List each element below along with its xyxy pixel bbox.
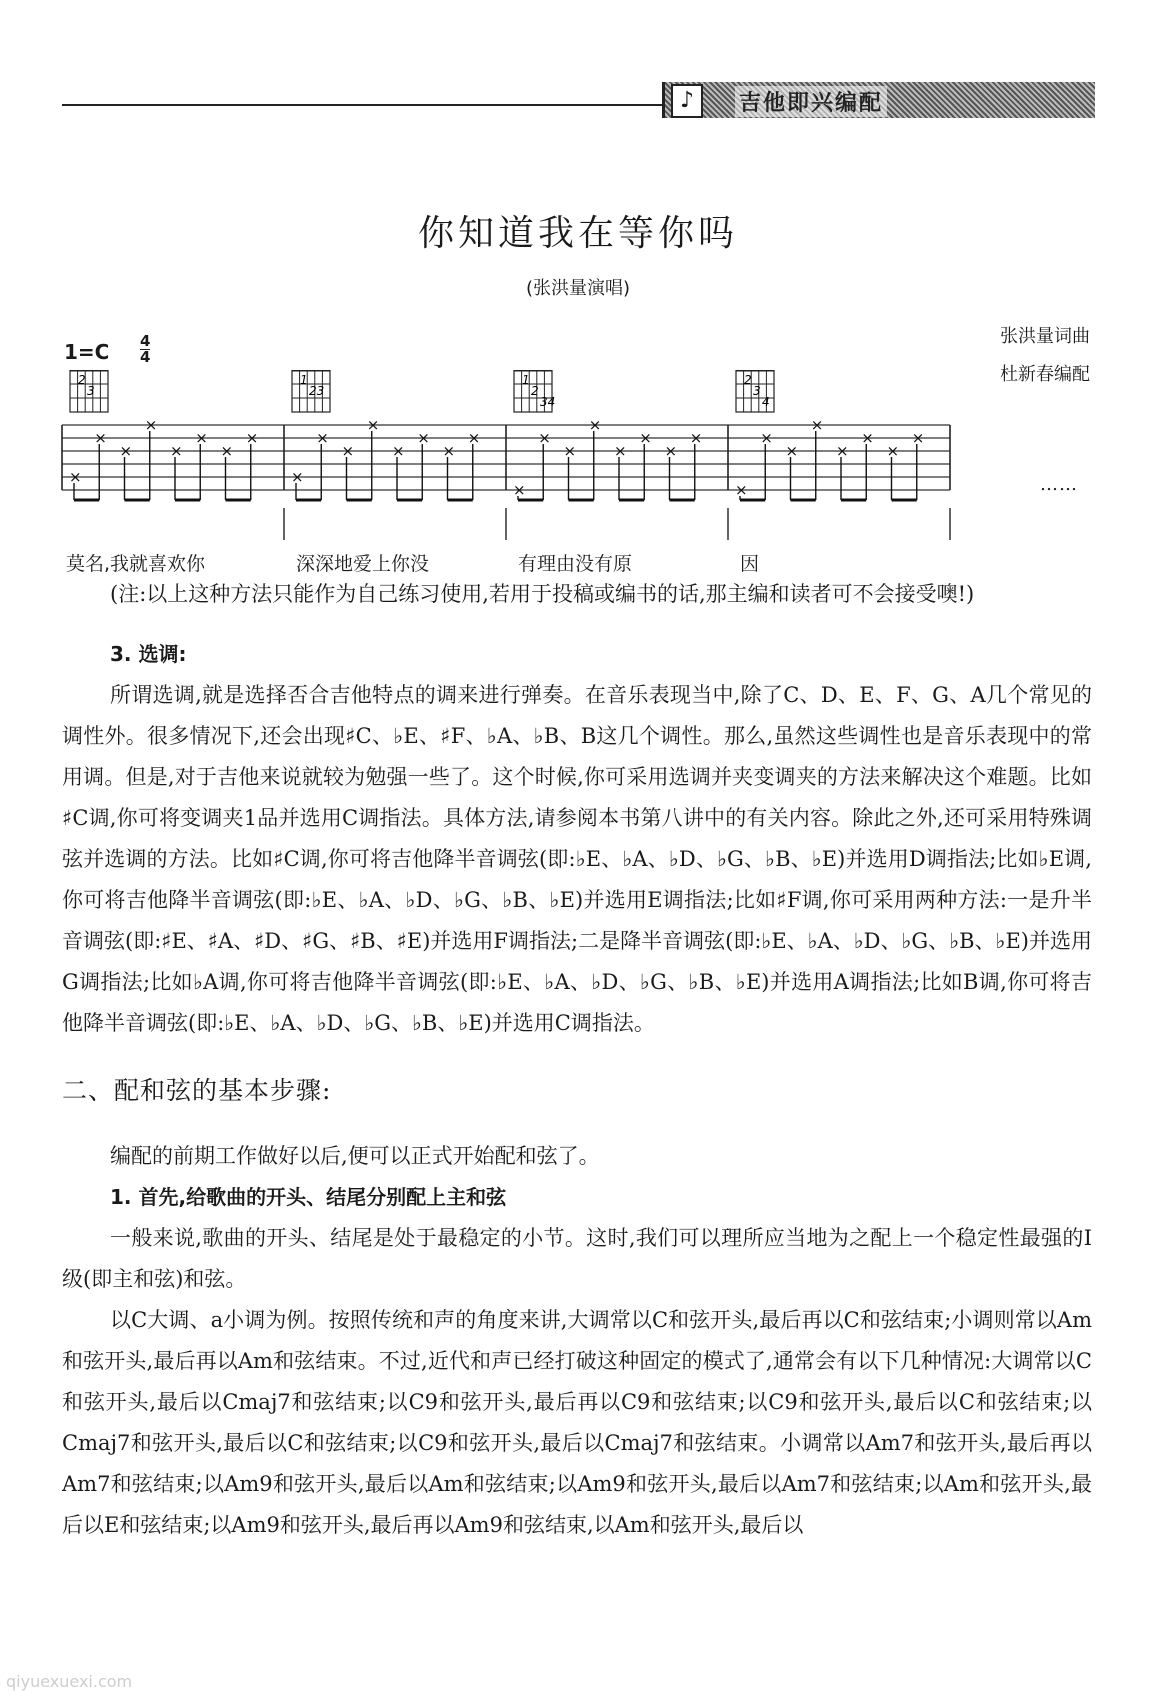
tab-note-x: × bbox=[245, 429, 259, 447]
tab-note-x: × bbox=[861, 429, 874, 447]
tab-note-x: × bbox=[170, 442, 183, 460]
time-signature bbox=[140, 334, 150, 365]
tab-note-x: × bbox=[291, 468, 304, 486]
credit-arrange: 杜新春编配 bbox=[1000, 364, 1090, 385]
chord-finger-number: 34 bbox=[540, 395, 556, 409]
section3-block bbox=[62, 634, 1092, 1044]
section-two-intro: 编配的前期工作做好以后,便可以正式开始配和弦了。 bbox=[110, 1144, 600, 1168]
section3-heading: 3. 选调: bbox=[110, 642, 187, 666]
tab-note-x: × bbox=[94, 429, 107, 447]
section-two-body bbox=[62, 1136, 1092, 1546]
tab-note-x: × bbox=[69, 468, 82, 486]
tab-note-x: × bbox=[417, 429, 430, 447]
tab-note-x: × bbox=[886, 442, 900, 460]
tab-score bbox=[0, 370, 1156, 545]
tab-note-x: × bbox=[513, 481, 526, 499]
step1-paragraph-2: 以C大调、a小调为例。按照传统和声的角度来讲,大调常以C和弦开头,最后再以C和弦结束;小调则常以Am和弦开头,最后再以Am和弦结束。不过,近代和声已经打破这种固定的模式了,通常会有以下几种情况:大调常以C和弦开头,最后以Cmaj7和弦结束;以C9和弦开头,最后再以C9和弦结束;以C9和弦开头,最后以C和弦结束;以Cmaj7和弦开头,最后以C和弦结束;以C9和弦开头,最后以Cmaj7和弦结束。小调常以Am7和弦开头,最后再以Am7和弦结束;以Am9和弦开头,最后以Am和弦结束;以Am9和弦开头,最后以Am7和弦结束;以Am和弦开头,最后以E和弦结束;以Am9和弦开头,最后再以Am9和弦结束,以Am和弦开头,最后以 bbox=[62, 1308, 1092, 1537]
chord-finger-number: 4 bbox=[762, 395, 770, 409]
lyric-measure-3: 有理由没有原 bbox=[518, 553, 633, 575]
guitar-icon: ♪ bbox=[671, 84, 703, 118]
tab-note-x: × bbox=[735, 481, 748, 499]
tab-note-x: × bbox=[911, 429, 925, 447]
tab-note-x: × bbox=[614, 442, 627, 460]
header-banner-text: 吉他即兴编配 bbox=[735, 86, 887, 117]
tab-note-x: × bbox=[220, 442, 234, 460]
tab-note-x: × bbox=[639, 429, 652, 447]
chord-finger-number: 2 bbox=[744, 373, 752, 387]
tab-note-x: × bbox=[119, 442, 133, 460]
tab-note-x: × bbox=[316, 429, 329, 447]
chord-finger-number: 2 bbox=[531, 384, 539, 398]
credit-lyrics-music: 张洪量词曲 bbox=[1000, 326, 1090, 347]
chord-finger-number: 3 bbox=[753, 384, 761, 398]
note-paragraph: (注:以上这种方法只能作为自己练习使用,若用于投稿或编书的话,那主编和读者可不会接受噢!) bbox=[110, 582, 975, 606]
lyric-measure-2: 深深地爱上你没 bbox=[296, 553, 430, 575]
tab-note-x: × bbox=[588, 416, 602, 434]
time-bottom: 4 bbox=[140, 348, 151, 366]
chord-finger-number: 1 bbox=[300, 373, 308, 387]
tab-note-x: × bbox=[664, 442, 678, 460]
tab-note-x: × bbox=[836, 442, 849, 460]
song-title: 你知道我在等你吗 bbox=[417, 213, 738, 254]
tab-note-x: × bbox=[144, 416, 158, 434]
chord-finger-number: 3 bbox=[87, 384, 95, 398]
lyric-measure-4: 因 bbox=[740, 553, 760, 575]
time-top: 4 bbox=[140, 332, 151, 350]
tab-note-x: × bbox=[563, 442, 577, 460]
tab-note-x: × bbox=[810, 416, 824, 434]
section-two-title: 二、配和弦的基本步骤: bbox=[62, 1076, 332, 1105]
tab-note-x: × bbox=[785, 442, 799, 460]
chord-finger-number: 1 bbox=[522, 373, 530, 387]
tab-note-x: × bbox=[392, 442, 405, 460]
tab-note-x: × bbox=[442, 442, 456, 460]
section-two-heading bbox=[62, 1070, 1092, 1113]
key-signature: 1=C bbox=[64, 340, 110, 364]
tab-note-x: × bbox=[760, 429, 773, 447]
step1-paragraph-1: 一般来说,歌曲的开头、结尾是处于最稳定的小节。这时,我们可以理所应当地为之配上一个稳定性最强的Ⅰ级(即主和弦)和弦。 bbox=[62, 1226, 1092, 1291]
continuation-dots: …… bbox=[1040, 474, 1078, 495]
chord-finger-number: 2 bbox=[78, 373, 86, 387]
section3-body: 所谓选调,就是选择否合吉他特点的调来进行弹奏。在音乐表现当中,除了C、D、E、F、G、A几个常见的调性外。很多情况下,还会出现♯C、♭E、♯F、♭A、♭B、B这几个调性。那么,虽然这些调性也是音乐表现中的常用调。但是,对于吉他来说就较为勉强一些了。这个时候,你可采用选调并夹变调夹的方法来解决这个难题。比如♯C调,你可将变调夹1品并选用C调指法。具体方法,请参阅本书第八讲中的有关内容。除此之外,还可采用特殊调弦并选调的方法。比如♯C调,你可将吉他降半音调弦(即:♭E、♭A、♭D、♭G、♭B、♭E)并选用D调指法;比如♭E调,你可将吉他降半音调弦(即:♭E、♭A、♭D、♭G、♭B、♭E)并选用E调指法;比如♯F调,你可采用两种方法:一是升半音调弦(即:♯E、♯A、♯D、♯G、♯B、♯E)并选用F调指法;二是降半音调弦(即:♭E、♭A、♭D、♭G、♭B、♭E)并选用G调指法;比如♭A调,你可将吉他降半音调弦(即:♭E、♭A、♭D、♭G、♭B、♭E)并选用A调指法;比如B调,你可将吉他降半音调弦(即:♭E、♭A、♭D、♭G、♭B、♭E)并选用C调指法。 bbox=[62, 683, 1092, 1035]
tab-note-x: × bbox=[341, 442, 355, 460]
header-banner bbox=[662, 82, 1095, 118]
tab-note-x: × bbox=[467, 429, 481, 447]
chord-finger-number: 23 bbox=[309, 384, 325, 398]
tab-note-x: × bbox=[689, 429, 703, 447]
watermark: qiyuexuexi.com bbox=[6, 1672, 133, 1691]
step1-heading: 1. 首先,给歌曲的开头、结尾分别配上主和弦 bbox=[110, 1185, 507, 1209]
lyric-measure-1: 莫名,我就喜欢你 bbox=[66, 553, 206, 575]
song-subtitle: (张洪量演唱) bbox=[525, 278, 631, 299]
tab-note-x: × bbox=[366, 416, 380, 434]
tab-note-x: × bbox=[195, 429, 208, 447]
tab-note-x: × bbox=[538, 429, 551, 447]
